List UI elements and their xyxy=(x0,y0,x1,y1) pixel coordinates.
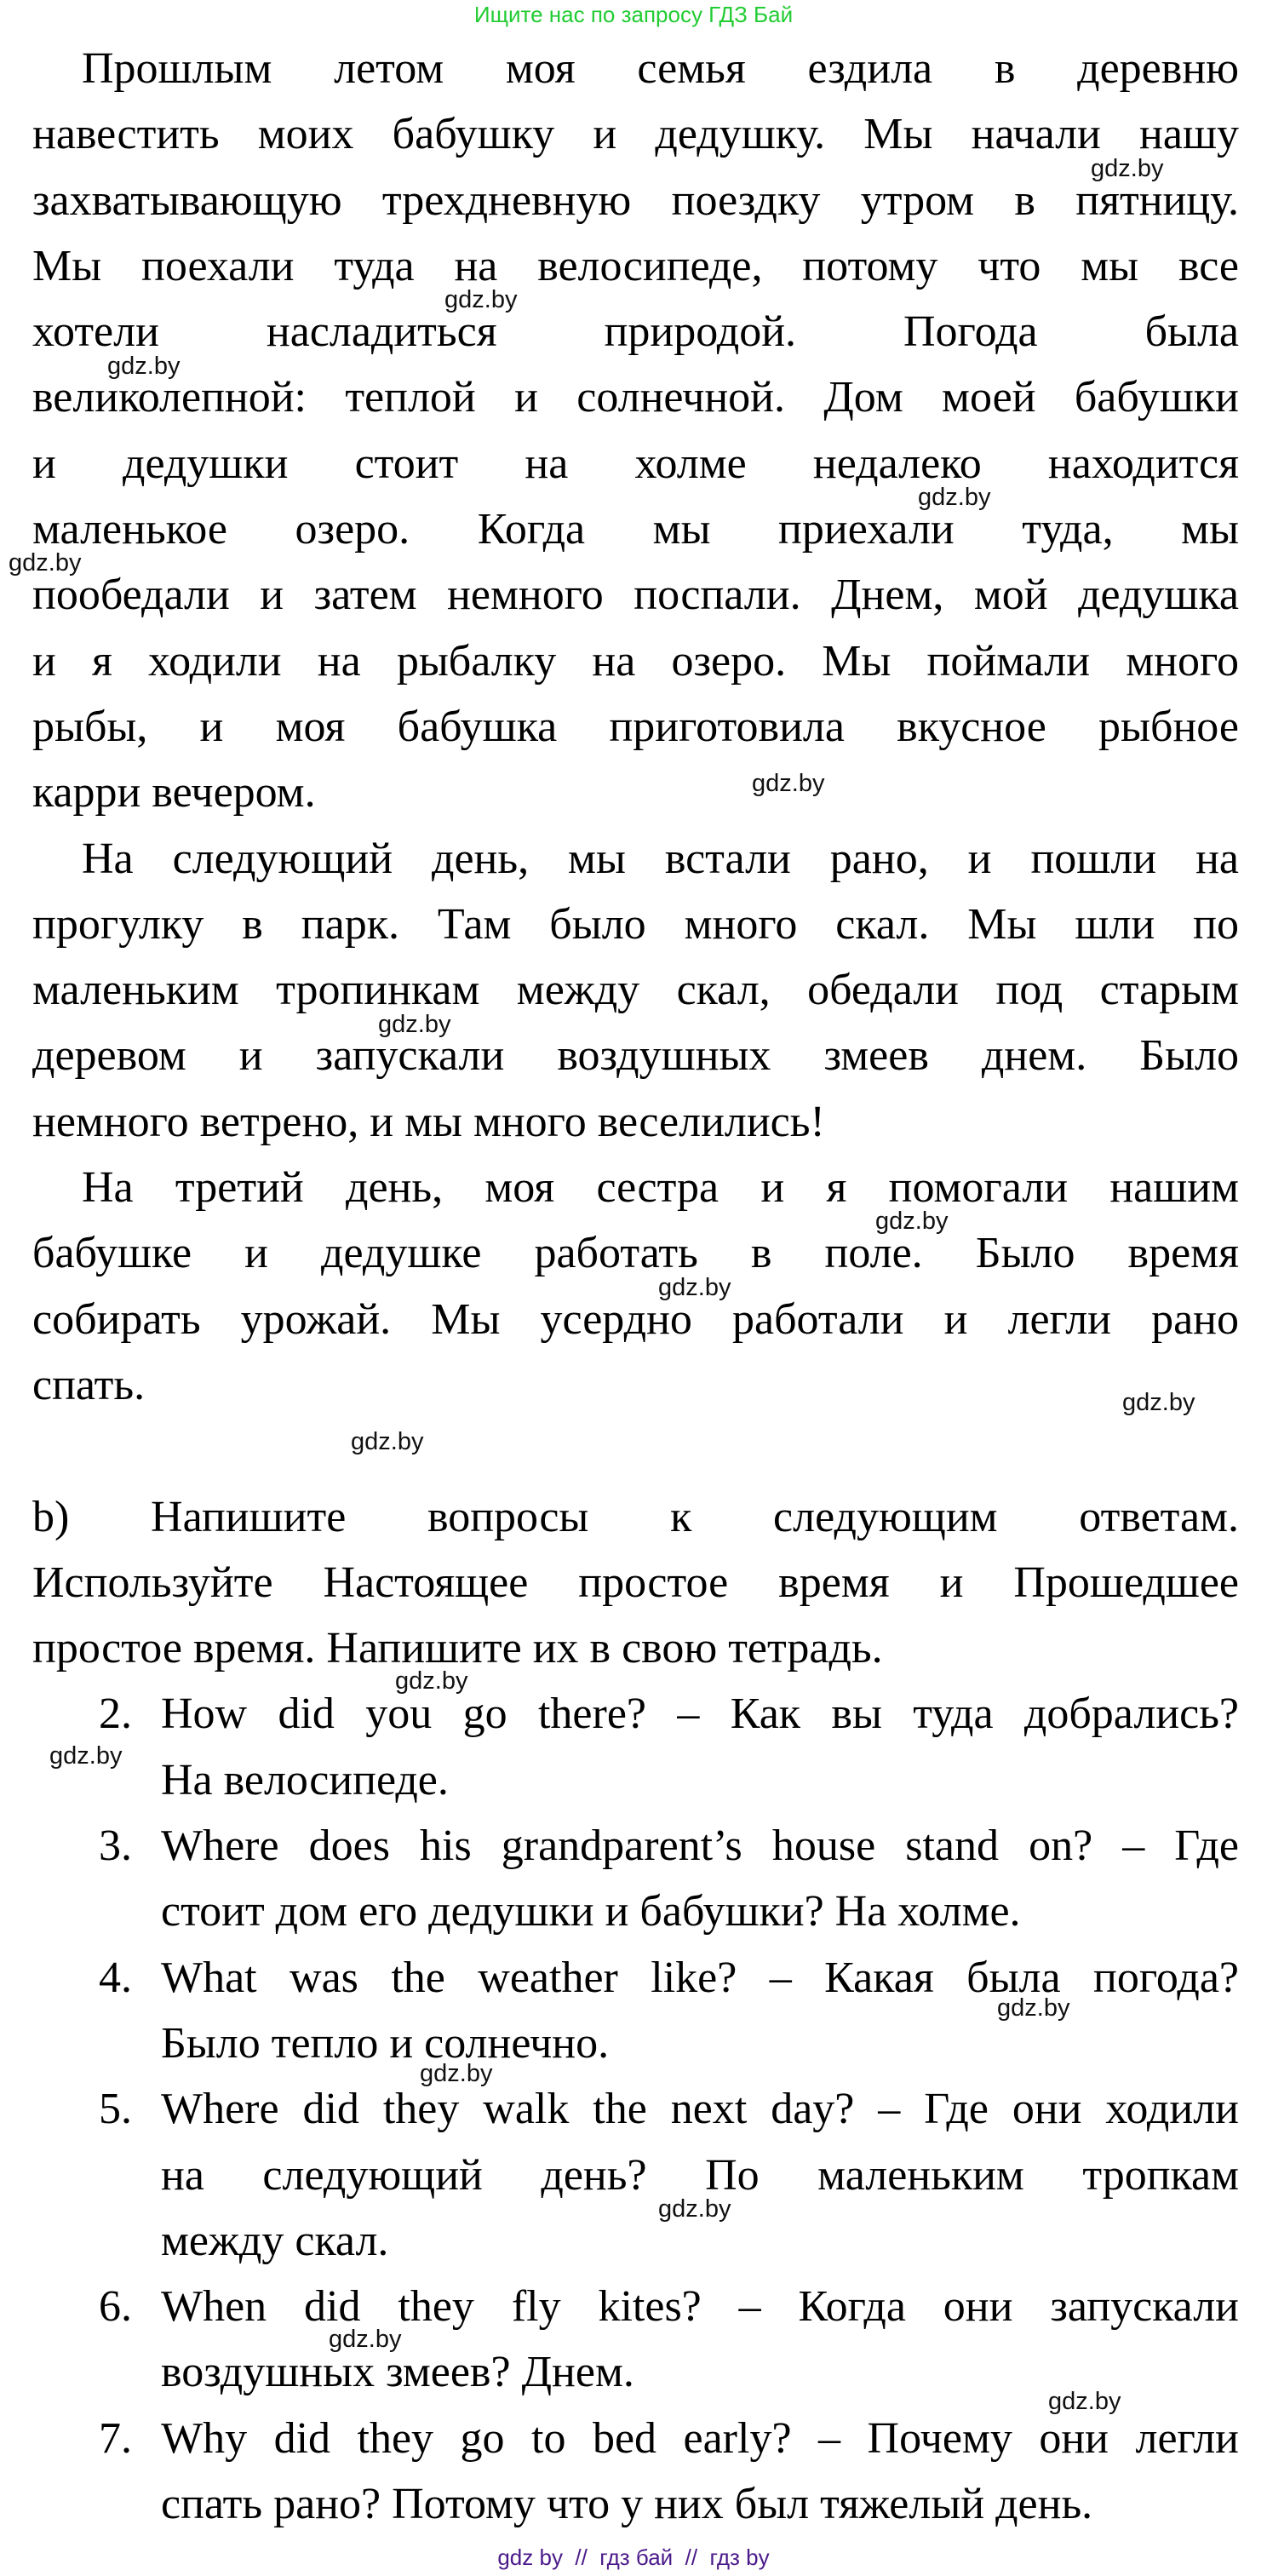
answer-line: What was the weather like? – Какая была погода? xyxy=(161,1954,1239,2002)
answer-line: стоит дом его дедушки и бабушки? На холме. xyxy=(161,1887,1021,1936)
answer-number: 5. xyxy=(99,2085,132,2133)
paragraph-line: и я ходили на рыбалку на озеро. Мы поймали много xyxy=(32,637,1239,686)
paragraph-line: пообедали и затем немного поспали. Днем, мой дедушка xyxy=(32,571,1239,619)
paragraph-line: и дедушки стоит на холме недалеко находится xyxy=(32,439,1239,488)
paragraph-line: хотели насладиться природой. Погода была xyxy=(32,307,1239,356)
answer-line: Where did they walk the next day? – Где они ходили xyxy=(161,2085,1239,2133)
answer-line: воздушных змеев? Днем. xyxy=(161,2348,634,2396)
answer-number: 6. xyxy=(99,2282,132,2331)
answer-line: How did you go there? – Как вы туда добрались? xyxy=(161,1690,1239,1738)
watermark: gdz.by xyxy=(1048,2388,1121,2415)
watermark: gdz.by xyxy=(658,1274,731,1301)
watermark: gdz.by xyxy=(329,2326,402,2353)
paragraph-line: Прошлым летом моя семья ездила в деревню xyxy=(82,44,1239,93)
paragraph-line: маленьким тропинкам между скал, обедали под старым xyxy=(32,966,1239,1014)
paragraph-line: великолепной: теплой и солнечной. Дом моей бабушки xyxy=(32,373,1239,422)
paragraph-line: навестить моих бабушку и дедушку. Мы начали нашу xyxy=(32,110,1239,158)
watermark: gdz.by xyxy=(49,1742,123,1770)
task-line: Используйте Настоящее простое время и Прошедшее xyxy=(32,1558,1239,1607)
answer-line: Where does his grandparent’s house stand on? – Где xyxy=(161,1822,1239,1870)
answer-line: между скал. xyxy=(161,2217,389,2265)
watermark: gdz.by xyxy=(1122,1389,1195,1416)
paragraph-line: рыбы, и моя бабушка приготовила вкусное рыбное xyxy=(32,703,1239,751)
watermark: gdz.by xyxy=(351,1428,424,1455)
watermark: gdz.by xyxy=(918,484,991,511)
paragraph-line: прогулку в парк. Там было много скал. Мы шли по xyxy=(32,900,1239,949)
paragraph-line: собирать урожай. Мы усердно работали и легли рано xyxy=(32,1295,1239,1344)
answer-line: Why did they go to bed early? – Почему они легли xyxy=(161,2414,1239,2463)
watermark: gdz.by xyxy=(752,770,825,797)
paragraph-line: бабушке и дедушке работать в поле. Было время xyxy=(32,1229,1239,1277)
paragraph-line: Мы поехали туда на велосипеде, потому что мы все xyxy=(32,242,1239,290)
task-line: b) Напишите вопросы к следующим ответам. xyxy=(32,1493,1239,1541)
answer-number: 7. xyxy=(99,2414,132,2463)
paragraph-line: маленькое озеро. Когда мы приехали туда, мы xyxy=(32,505,1239,554)
watermark: gdz.by xyxy=(444,286,518,313)
watermark: gdz.by xyxy=(9,549,82,577)
watermark: gdz.by xyxy=(658,2195,731,2223)
watermark: gdz.by xyxy=(1091,155,1164,182)
watermark: gdz.by xyxy=(997,1994,1070,2022)
footer-links[interactable]: gdz by // гдз бай // гдз by xyxy=(497,2544,770,2570)
header-banner[interactable]: Ищите нас по запросу ГДЗ Бай xyxy=(473,2,794,27)
paragraph-line: карри вечером. xyxy=(32,768,316,817)
watermark: gdz.by xyxy=(378,1011,451,1038)
watermark: gdz.by xyxy=(395,1667,468,1695)
answer-line: На велосипеде. xyxy=(161,1756,449,1804)
watermark: gdz.by xyxy=(875,1208,949,1235)
paragraph-line: деревом и запускали воздушных змеев днем. Было xyxy=(32,1031,1239,1080)
paragraph-line: немного ветрено, и мы много веселились! xyxy=(32,1098,825,1146)
paragraph-line: На следующий день, мы встали рано, и пошли на xyxy=(82,835,1239,883)
answer-number: 3. xyxy=(99,1822,132,1870)
answer-line: Было тепло и солнечно. xyxy=(161,2019,610,2068)
paragraph-line: захватывающую трехдневную поездку утром в пятницу. xyxy=(32,176,1239,225)
answer-line: спать рано? Потому что у них был тяжелый день. xyxy=(161,2480,1093,2528)
answer-line: When did they fly kites? – Когда они запускали xyxy=(161,2282,1239,2331)
paragraph-line: спать. xyxy=(32,1361,146,1409)
answer-number: 4. xyxy=(99,1954,132,2002)
paragraph-line: На третий день, моя сестра и я помогали нашим xyxy=(82,1163,1239,1212)
answer-number: 2. xyxy=(99,1690,132,1738)
answer-line: на следующий день? По маленьким тропкам xyxy=(161,2151,1239,2200)
watermark: gdz.by xyxy=(420,2060,493,2087)
watermark: gdz.by xyxy=(107,353,181,380)
task-line: простое время. Напишите их в свою тетрадь. xyxy=(32,1624,883,1672)
